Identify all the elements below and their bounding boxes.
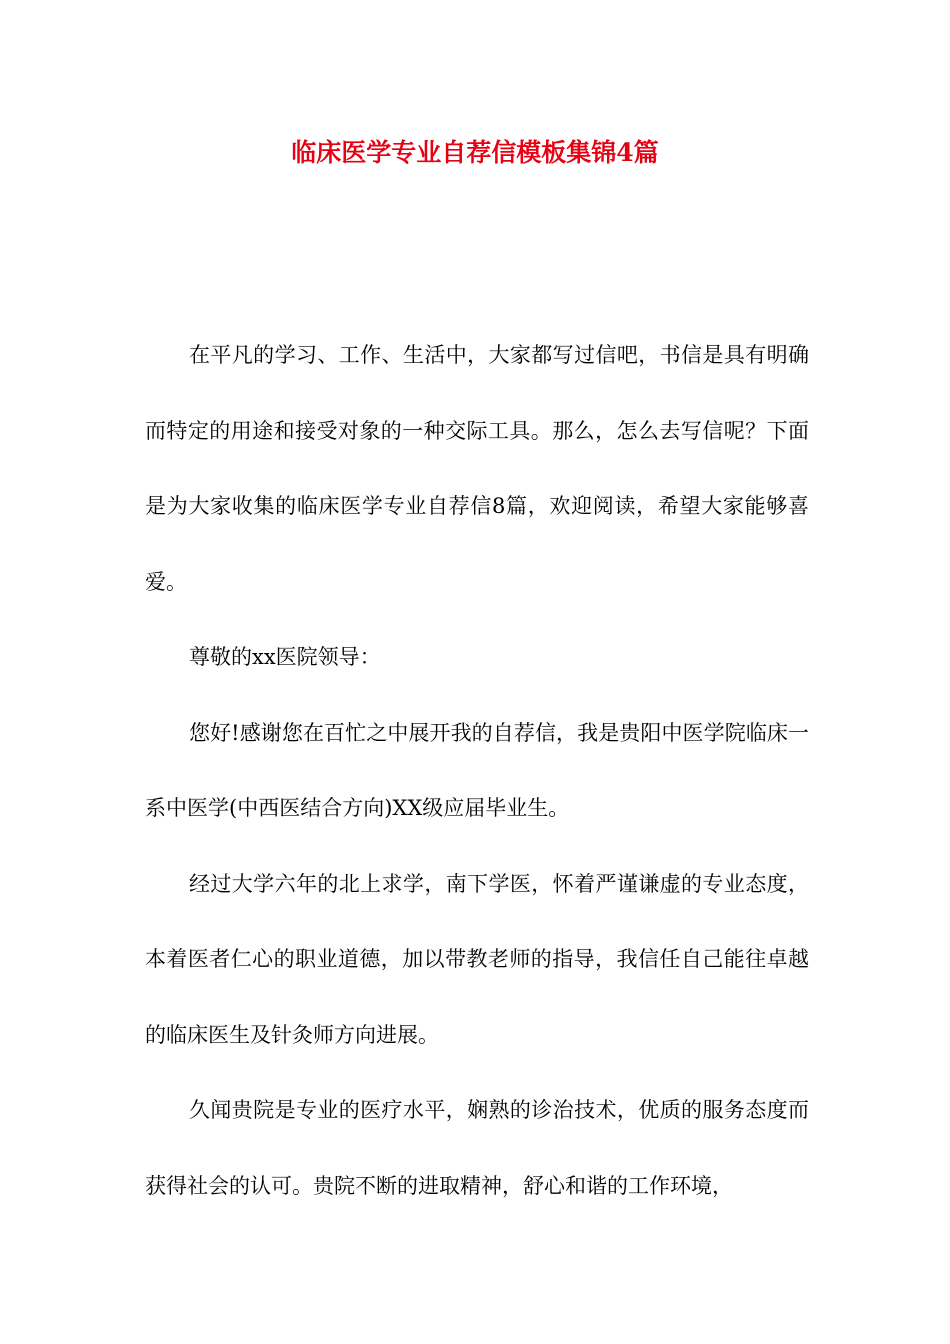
intro-paragraph: 在平凡的学习、工作、生活中，大家都写过信吧，书信是具有明确而特定的用途和接受对象的一种交际工具。那么，怎么去写信呢？下面是为大家收集的临床医学专业自荐信8篇，欢迎阅读，希望大家能够喜爱。 — [145, 343, 809, 594]
salutation-paragraph: 尊敬的xx医院领导： — [189, 645, 381, 669]
greeting-paragraph: 您好!感谢您在百忙之中展开我的自荐信，我是贵阳中医学院临床一系中医学(中西医结合方向)XX级应届毕业生。 — [145, 720, 809, 820]
document-title: 临床医学专业自荐信模板集锦4篇 — [291, 138, 659, 167]
document-body — [145, 318, 809, 1224]
study-paragraph: 经过大学六年的北上求学，南下学医，怀着严谨谦虚的专业态度，本着医者仁心的职业道德，加以带教老师的指导，我信任自己能往卓越的临床医生及针灸师方向进展。 — [145, 871, 809, 1047]
hospital-paragraph: 久闻贵院是专业的医疗水平，娴熟的诊治技术，优质的服务态度而获得社会的认可。贵院不断的进取精神，舒心和谐的工作环境， — [145, 1098, 809, 1198]
